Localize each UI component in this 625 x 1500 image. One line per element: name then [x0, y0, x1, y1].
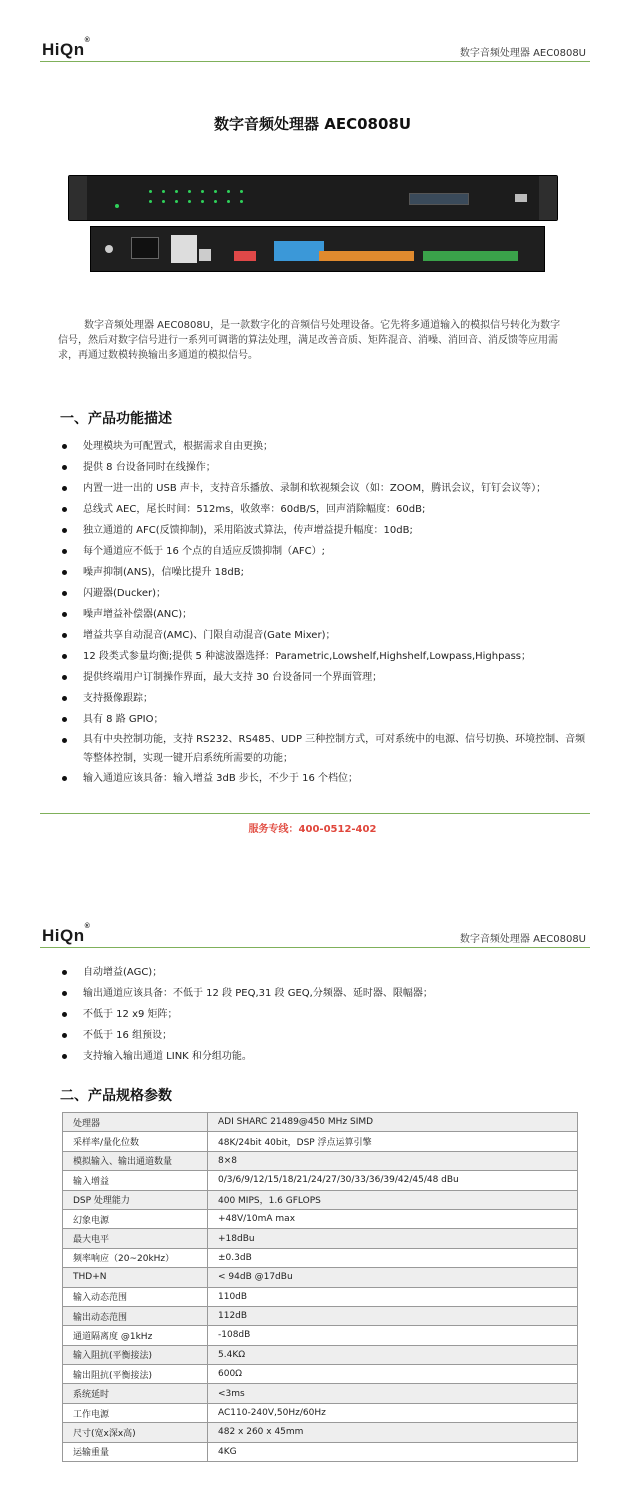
- header-product-label: 数字音频处理器 AEC0808U: [459, 48, 586, 59]
- feature-list: [60, 436, 590, 789]
- list-item: 独立通道的 AFC(反馈抑制)，采用陷波式算法，传声增益提升幅度：10dB;: [60, 520, 590, 541]
- spec-table: [62, 1112, 578, 1462]
- spec-name: 运输重量: [63, 1442, 208, 1461]
- spec-value: <3ms: [208, 1384, 578, 1403]
- spec-name: 采样率/量化位数: [63, 1132, 208, 1151]
- analog-input-terminal: [319, 251, 414, 261]
- spec-name: 幻象电源: [63, 1209, 208, 1228]
- table-row: [63, 1113, 578, 1132]
- list-item: 提供 8 台设备同时在线操作；: [60, 457, 590, 478]
- spec-value: 112dB: [208, 1306, 578, 1325]
- table-row: [63, 1365, 578, 1384]
- spec-value: +48V/10mA max: [208, 1209, 578, 1228]
- table-row: [63, 1442, 578, 1461]
- list-item: 12 段类式参量均衡;提供 5 种滤波器选择：Parametric,Lowshelf,Highshelf,Lowpass,Highpass；: [60, 646, 590, 667]
- input-led-row: [149, 190, 243, 193]
- spec-value: AC110-240V,50Hz/60Hz: [208, 1403, 578, 1422]
- logo-text: HiQn: [42, 926, 85, 945]
- table-row: [63, 1229, 578, 1248]
- list-item: 输入通道应该具备：输入增益 3dB 步长，不少于 16 个档位；: [60, 768, 590, 789]
- logo-mark: ®: [84, 37, 91, 45]
- list-item: 闪避器(Ducker)；: [60, 583, 590, 604]
- list-item: 自动增益(AGC)；: [60, 962, 590, 983]
- page-header: [40, 923, 590, 948]
- lcd-display: [409, 193, 469, 205]
- spec-name: 最大电平: [63, 1229, 208, 1248]
- spec-name: 模拟输入、输出通道数量: [63, 1151, 208, 1170]
- device-front-panel-image: [68, 175, 558, 221]
- service-hotline: 服务专线：400-0512-402: [248, 824, 377, 835]
- power-socket: [131, 237, 159, 259]
- list-item: 输出通道应该具备：不低于 12 段 PEQ,31 段 GEQ,分频器、延时器、限幅器；: [60, 983, 590, 1004]
- spec-value: 482 x 260 x 45mm: [208, 1423, 578, 1442]
- spec-name: 处理器: [63, 1113, 208, 1132]
- analog-output-terminal: [423, 251, 518, 261]
- list-item: 噪声抑制(ANS)，信噪比提升 18dB;: [60, 562, 590, 583]
- table-row: [63, 1190, 578, 1209]
- spec-value: 110dB: [208, 1287, 578, 1306]
- spec-name: 频率响应（20~20kHz）: [63, 1248, 208, 1267]
- page-header: [40, 37, 590, 62]
- spec-name: 输出动态范围: [63, 1306, 208, 1325]
- list-item: 支持摄像跟踪；: [60, 688, 590, 709]
- spec-value: 4KG: [208, 1442, 578, 1461]
- page-2: [0, 920, 625, 1500]
- spec-value: 400 MIPS，1.6 GFLOPS: [208, 1190, 578, 1209]
- control-terminal: [274, 241, 324, 261]
- list-item: 具有中央控制功能，支持 RS232、RS485、UDP 三种控制方式，可对系统中的电源、信号切换、环境控制、音频等整体控制，实现一键开启系统所需要的功能；: [60, 730, 590, 768]
- section-title-specs: 二、产品规格参数: [60, 1088, 172, 1104]
- brand-logo: [42, 923, 91, 946]
- spec-name: DSP 处理能力: [63, 1190, 208, 1209]
- spec-name: 系统延时: [63, 1384, 208, 1403]
- spec-value: -108dB: [208, 1326, 578, 1345]
- spec-value: 8×8: [208, 1151, 578, 1170]
- spec-name: 通道隔离度 @1kHz: [63, 1326, 208, 1345]
- table-row: [63, 1403, 578, 1422]
- list-item: 支持输入输出通道 LINK 和分组功能。: [60, 1046, 590, 1067]
- list-item: 提供终端用户订制操作界面，最大支持 30 台设备同一个界面管理；: [60, 667, 590, 688]
- logo-mark: ®: [84, 923, 91, 931]
- list-item: 处理模块为可配置式，根据需求自由更换；: [60, 436, 590, 457]
- spec-value: 0/3/6/9/12/15/18/21/24/27/30/33/36/39/42/45/48 dBu: [208, 1171, 578, 1190]
- ground-terminal: [105, 245, 113, 253]
- intro-paragraph: 数字音频处理器 AEC0808U，是一款数字化的音频信号处理设备。它先将多通道输入的模拟信号转化为数字信号，然后对数字信号进行一系列可调谐的算法处理，满足改善音质、矩阵混音、消噪、消回音、消反馈等应用需求，再通过数模转换输出多通道的模拟信号。: [58, 320, 561, 361]
- table-row: [63, 1287, 578, 1306]
- table-row: [63, 1306, 578, 1325]
- spec-name: 尺寸(宽x深x高): [63, 1423, 208, 1442]
- spec-name: 输入阻抗(平衡接法): [63, 1345, 208, 1364]
- usb-port: [515, 194, 527, 202]
- list-item: 内置一进一出的 USB 声卡，支持音乐播放、录制和软视频会议（如：ZOOM，腾讯会议，钉钉会议等）；: [60, 478, 590, 499]
- list-item: 增益共享自动混音(AMC)、门限自动混音(Gate Mixer)；: [60, 625, 590, 646]
- spec-value: ADI SHARC 21489@450 MHz SIMD: [208, 1113, 578, 1132]
- list-item: 噪声增益补偿器(ANC)；: [60, 604, 590, 625]
- list-item: 不低于 12 x9 矩阵；: [60, 1004, 590, 1025]
- spec-name: 输入动态范围: [63, 1287, 208, 1306]
- spec-name: THD+N: [63, 1268, 208, 1287]
- table-row: [63, 1345, 578, 1364]
- table-row: [63, 1384, 578, 1403]
- table-row: [63, 1423, 578, 1442]
- spec-value: < 94dB @17dBu: [208, 1268, 578, 1287]
- table-row: [63, 1132, 578, 1151]
- power-led: [115, 204, 119, 208]
- ethernet-port: [199, 249, 211, 261]
- rack-ear-right: [539, 176, 557, 220]
- table-row: [63, 1268, 578, 1287]
- device-rear-panel-image: [90, 226, 545, 272]
- list-item: 不低于 16 组预设；: [60, 1025, 590, 1046]
- spec-value: 600Ω: [208, 1365, 578, 1384]
- brand-logo: [42, 37, 91, 60]
- caution-label: [171, 235, 197, 263]
- header-product-label: 数字音频处理器 AEC0808U: [459, 934, 586, 945]
- spec-value: +18dBu: [208, 1229, 578, 1248]
- output-led-row: [149, 200, 243, 203]
- logo-text: HiQn: [42, 40, 85, 59]
- document-title: 数字音频处理器 AEC0808U: [213, 115, 411, 133]
- list-item: 具有 8 路 GPIO；: [60, 709, 590, 730]
- spec-value: 48K/24bit 40bit，DSP 浮点运算引擎: [208, 1132, 578, 1151]
- table-row: [63, 1151, 578, 1170]
- spec-name: 输出阻抗(平衡接法): [63, 1365, 208, 1384]
- gpio-terminal: [234, 251, 256, 261]
- table-row: [63, 1326, 578, 1345]
- feature-list-continued: [60, 962, 590, 1067]
- spec-value: 5.4KΩ: [208, 1345, 578, 1364]
- rack-ear-left: [69, 176, 87, 220]
- footer-divider: [40, 813, 590, 814]
- list-item: 总线式 AEC，尾长时间：512ms，收敛率：60dB/S，回声消除幅度：60dB;: [60, 499, 590, 520]
- table-row: [63, 1171, 578, 1190]
- section-title-features: 一、产品功能描述: [60, 411, 172, 427]
- list-item: 每个通道应不低于 16 个点的自适应反馈抑制（AFC）;: [60, 541, 590, 562]
- spec-value: ±0.3dB: [208, 1248, 578, 1267]
- spec-name: 输入增益: [63, 1171, 208, 1190]
- table-row: [63, 1209, 578, 1228]
- spec-name: 工作电源: [63, 1403, 208, 1422]
- table-row: [63, 1248, 578, 1267]
